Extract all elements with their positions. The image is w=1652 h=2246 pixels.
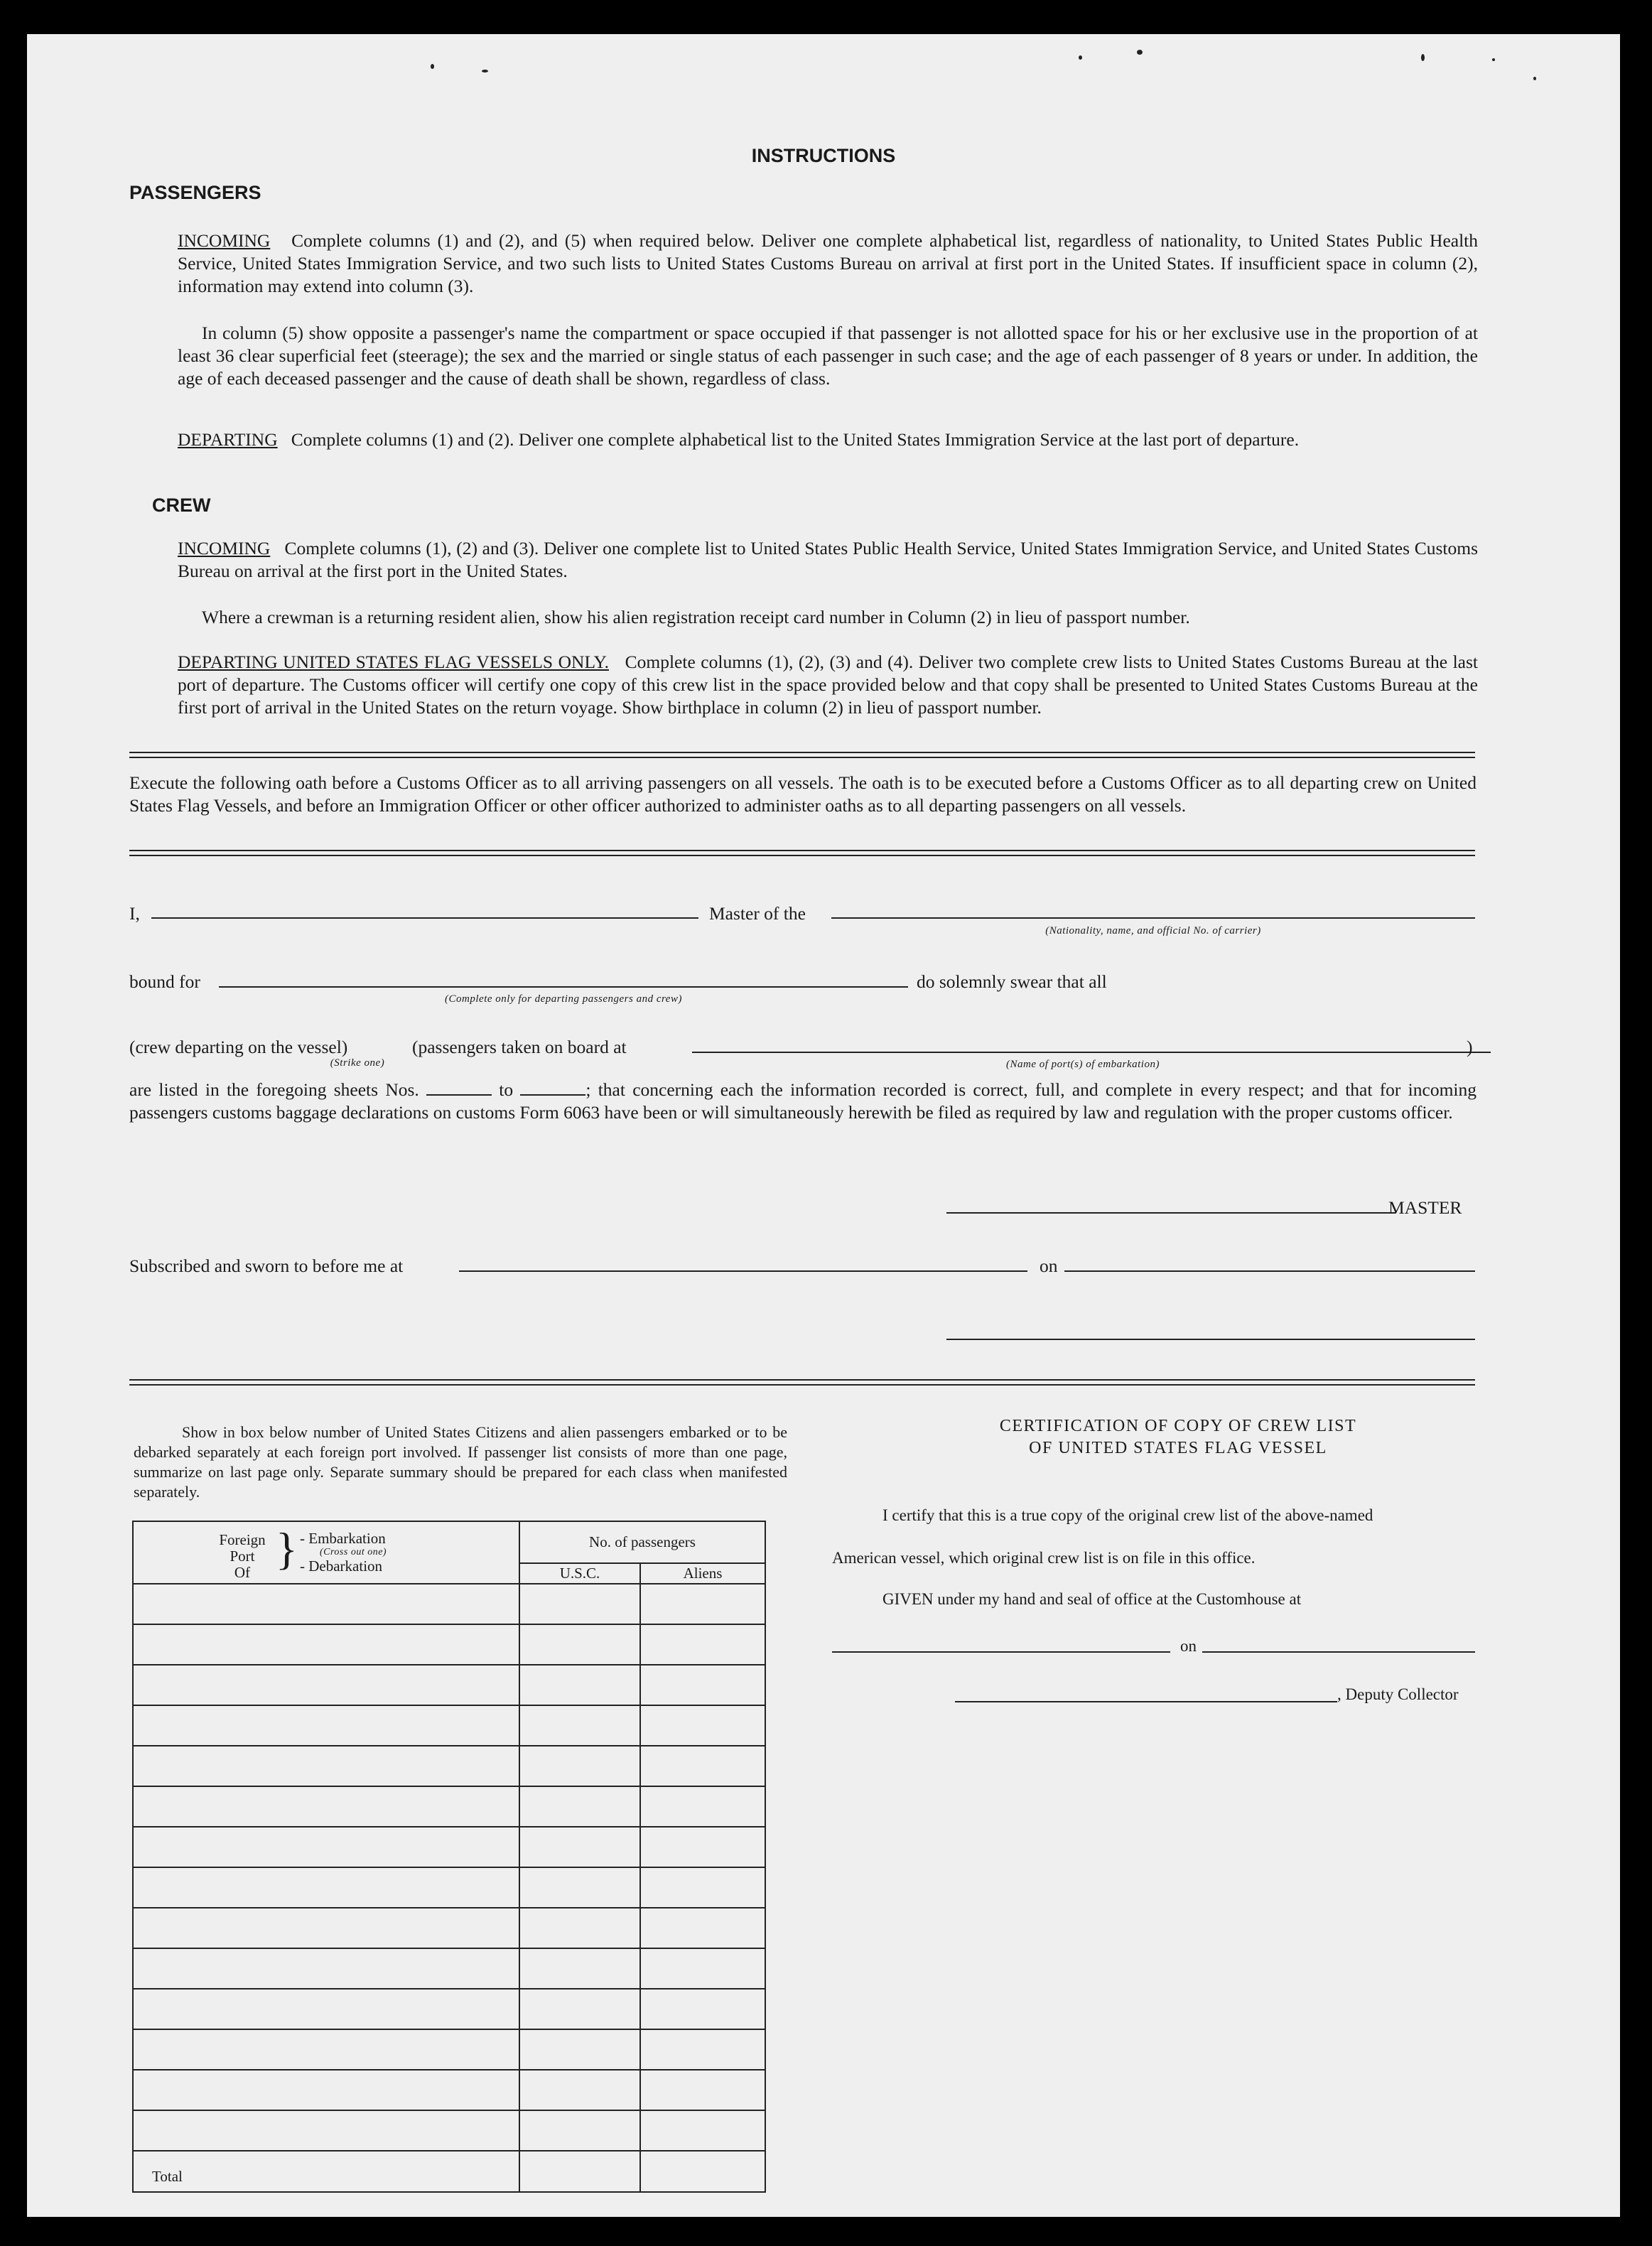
sheet-from-field[interactable] <box>426 1081 492 1096</box>
form-page <box>27 34 1620 2217</box>
table-row <box>133 2070 765 2110</box>
passengers-departing-label: DEPARTING <box>178 429 278 450</box>
table-row <box>133 1908 765 1948</box>
listed-prefix: are listed in the foregoing sheets Nos. <box>129 1079 419 1100</box>
cert-on-label: on <box>1180 1637 1197 1655</box>
subscribed-date-field[interactable] <box>1064 1270 1475 1272</box>
master-label: MASTER <box>1388 1197 1462 1218</box>
total-label: Total <box>133 2151 519 2192</box>
table-row <box>133 1786 765 1827</box>
usc-cell[interactable] <box>519 1908 640 1948</box>
table-row <box>133 1705 765 1746</box>
speck <box>1421 54 1425 61</box>
passengers-incoming-label: INCOMING <box>178 230 271 251</box>
aliens-cell[interactable] <box>640 1908 765 1948</box>
embarkation-ports-field[interactable] <box>692 1052 1491 1053</box>
to-label: to <box>499 1079 514 1100</box>
subscribed-place-field[interactable] <box>459 1270 1027 1272</box>
usc-cell[interactable] <box>519 1948 640 1989</box>
usc-cell[interactable] <box>519 1665 640 1705</box>
aliens-cell[interactable] <box>640 1584 765 1624</box>
usc-cell[interactable] <box>519 2110 640 2151</box>
divider <box>129 855 1475 856</box>
speck <box>1137 50 1143 55</box>
divider <box>129 850 1475 851</box>
master-name-field[interactable] <box>151 917 698 919</box>
port-cell[interactable] <box>133 2029 519 2070</box>
master-signature-field[interactable] <box>946 1212 1395 1214</box>
aliens-cell[interactable] <box>640 1989 765 2029</box>
usc-total-cell[interactable] <box>519 2151 640 2192</box>
bound-for-caption: (Complete only for departing passengers and crew) <box>445 993 682 1005</box>
certify-line1: I certify that this is a true copy of the original crew list of the above-named <box>882 1506 1373 1524</box>
oath-intro: Execute the following oath before a Customs Officer as to all arriving passengers on all vessels. The oath is to be executed before a Customs Officer as to all departing crew on United States Flag Vessels, and before an Immigration Officer or other officer authorized to administer oaths as to all departing passengers on all vessels. <box>129 772 1476 816</box>
close-paren: ) <box>1467 1037 1473 1057</box>
speck <box>431 64 434 69</box>
total-row <box>133 2151 765 2192</box>
crew-departing-text: Complete columns (1), (2), (3) and (4). Deliver two complete crew lists to United States Customs Bureau at the last port of departure. The Customs officer will certify one copy of this crew list in the space provided below and that copy shall be presented to United States Customs Bureau at the first port of arrival in the United States on the return voyage. Show birthplace in column (2) in lieu of passport number. <box>178 652 1479 718</box>
aliens-cell[interactable] <box>640 1624 765 1665</box>
ports-caption: (Name of port(s) of embarkation) <box>1006 1059 1160 1070</box>
certification-title-line2: OF UNITED STATES FLAG VESSEL <box>1029 1439 1327 1457</box>
table-row <box>133 2110 765 2151</box>
customhouse-field[interactable] <box>832 1651 1170 1653</box>
divider <box>129 752 1475 753</box>
sheet-to-field[interactable] <box>520 1081 585 1096</box>
port-cell[interactable] <box>133 1786 519 1827</box>
aliens-cell[interactable] <box>640 1705 765 1746</box>
port-cell[interactable] <box>133 1867 519 1908</box>
master-of-the-label: Master of the <box>709 903 806 924</box>
listed-statement <box>129 1079 1476 1124</box>
debarkation-label[interactable]: - Debarkation <box>300 1557 383 1575</box>
table-row <box>133 1584 765 1624</box>
subscribed-on-label: on <box>1040 1256 1058 1276</box>
port-cell[interactable] <box>133 1705 519 1746</box>
no-passengers-header: No. of passengers <box>519 1521 765 1563</box>
passengers-departing-text: Complete columns (1) and (2). Deliver one complete alphabetical list to the United States Immigration Service at the last port of departure. <box>291 429 1300 450</box>
speck <box>482 70 488 72</box>
usc-cell[interactable] <box>519 1624 640 1665</box>
instructions-title: INSTRUCTIONS <box>751 145 896 166</box>
aliens-cell[interactable] <box>640 2110 765 2151</box>
usc-cell[interactable] <box>519 1786 640 1827</box>
table-row <box>133 1827 765 1867</box>
passenger-summary-table <box>132 1521 766 2193</box>
table-row <box>133 1746 765 1786</box>
header-port: Port <box>230 1548 255 1565</box>
crew-heading: CREW <box>152 495 211 516</box>
table-row <box>133 2029 765 2070</box>
crew-departing-label: DEPARTING UNITED STATES FLAG VESSELS ONLY. <box>178 652 609 672</box>
certification-title <box>837 1415 1519 1459</box>
aliens-cell[interactable] <box>640 2070 765 2110</box>
passengers-incoming-text: Complete columns (1) and (2), and (5) when required below. Deliver one complete alphabetical list, regardless of nationality, to United States Public Health Service, United States Immigration Service, and two such lists to United States Customs Bureau on arrival at first port in the United States. If insufficient space in column (2), information may extend into column (3). <box>178 230 1478 296</box>
embarkation-label[interactable]: - Embarkation <box>300 1530 386 1547</box>
swear-text: do solemnly swear that all <box>917 971 1107 992</box>
passengers-taken-option[interactable]: (passengers taken on board at <box>412 1037 627 1057</box>
port-cell[interactable] <box>133 1665 519 1705</box>
crew-incoming-text: Complete columns (1), (2) and (3). Deliver one complete list to United States Public Health Service, United States Immigration Service, and United States Customs Bureau on arrival at the first port in the United States. <box>178 538 1479 581</box>
usc-cell[interactable] <box>519 1584 640 1624</box>
cross-out-caption: (Cross out one) <box>320 1547 387 1557</box>
carrier-caption: (Nationality, name, and official No. of carrier) <box>1045 925 1261 936</box>
listed-rest: ; that concerning each the information recorded is correct, full, and complete in every respect; and that for incoming passengers customs baggage declarations on customs Form 6063 have been or will simultaneously herewith be filed as required by law and regulation with the proper customs officer. <box>129 1079 1476 1123</box>
usc-header: U.S.C. <box>519 1563 640 1584</box>
usc-cell[interactable] <box>519 1827 640 1867</box>
table-row <box>133 1624 765 1665</box>
column5-instruction: In column (5) show opposite a passenger's name the compartment or space occupied if that passenger is not allotted space for his or her exclusive use in the proportion of at least 36 clear superficial feet (steerage); the sex and the married or single status of each passenger in such case; and the age of each passenger of 8 years or under. In addition, the age of each deceased passenger and the cause of death shall be shown, regardless of class. <box>178 323 1478 389</box>
officer-signature-field[interactable] <box>946 1339 1475 1340</box>
divider <box>129 1384 1475 1386</box>
port-cell[interactable] <box>133 1908 519 1948</box>
bound-for-label: bound for <box>129 971 200 992</box>
aliens-cell[interactable] <box>640 2029 765 2070</box>
aliens-cell[interactable] <box>640 1948 765 1989</box>
table-row <box>133 1665 765 1705</box>
aliens-cell[interactable] <box>640 1786 765 1827</box>
port-cell[interactable] <box>133 2070 519 2110</box>
deputy-signature-field[interactable] <box>955 1701 1337 1702</box>
crew-departing-option[interactable]: (crew departing on the vessel) <box>129 1037 348 1057</box>
cert-date-field[interactable] <box>1202 1651 1475 1653</box>
aliens-header: Aliens <box>640 1563 765 1584</box>
port-cell[interactable] <box>133 2110 519 2151</box>
certification-title-line1: CERTIFICATION OF COPY OF CREW LIST <box>999 1417 1357 1435</box>
divider <box>129 757 1475 758</box>
carrier-field[interactable] <box>831 917 1475 919</box>
passengers-departing-instruction <box>178 428 1478 451</box>
certify-line2: American vessel, which original crew list is on file in this office. <box>832 1549 1256 1567</box>
summary-instructions: Show in box below number of United States Citizens and alien passengers embarked or to be debarked separately at each foreign port involved. If passenger list consists of more than one page, summarize on last page only. Separate summary should be prepared for each class when manifested separately. <box>134 1423 787 1501</box>
aliens-cell[interactable] <box>640 1746 765 1786</box>
aliens-cell[interactable] <box>640 1665 765 1705</box>
brace-icon: } <box>276 1523 298 1574</box>
port-cell[interactable] <box>133 1948 519 1989</box>
divider <box>129 1379 1475 1381</box>
passengers-incoming-instruction <box>178 230 1478 298</box>
table-row <box>133 1867 765 1908</box>
header-of: Of <box>234 1564 251 1581</box>
speck <box>1533 77 1536 80</box>
usc-cell[interactable] <box>519 2029 640 2070</box>
usc-cell[interactable] <box>519 1989 640 2029</box>
port-cell[interactable] <box>133 1624 519 1665</box>
given-line: GIVEN under my hand and seal of office at the Customhouse at <box>882 1590 1302 1608</box>
usc-cell[interactable] <box>519 1705 640 1746</box>
port-cell[interactable] <box>133 1989 519 2029</box>
speck <box>1079 55 1082 60</box>
passengers-heading: PASSENGERS <box>129 182 261 203</box>
usc-cell[interactable] <box>519 2070 640 2110</box>
table-header-row <box>133 1521 765 1563</box>
table-row <box>133 1948 765 1989</box>
port-cell[interactable] <box>133 1746 519 1786</box>
crew-departing-instruction <box>178 651 1478 719</box>
bound-for-field[interactable] <box>219 986 908 988</box>
header-foreign: Foreign <box>219 1531 266 1548</box>
port-cell[interactable] <box>133 1584 519 1624</box>
i-label: I, <box>129 903 140 924</box>
port-header-cell <box>133 1521 519 1584</box>
crew-returning-instruction: Where a crewman is a returning resident alien, show his alien registration receipt card number in Column (2) in lieu of passport number. <box>202 607 1190 627</box>
crew-incoming-label: INCOMING <box>178 538 271 558</box>
usc-cell[interactable] <box>519 1746 640 1786</box>
crew-incoming-instruction <box>178 537 1478 583</box>
aliens-cell[interactable] <box>640 1867 765 1908</box>
deputy-collector-label: , Deputy Collector <box>1337 1685 1459 1703</box>
strike-one-caption: (Strike one) <box>330 1057 385 1069</box>
aliens-cell[interactable] <box>640 1827 765 1867</box>
speck <box>1492 58 1495 61</box>
subscribed-label: Subscribed and sworn to before me at <box>129 1256 404 1276</box>
aliens-total-cell[interactable] <box>640 2151 765 2192</box>
port-cell[interactable] <box>133 1827 519 1867</box>
table-row <box>133 1989 765 2029</box>
usc-cell[interactable] <box>519 1867 640 1908</box>
